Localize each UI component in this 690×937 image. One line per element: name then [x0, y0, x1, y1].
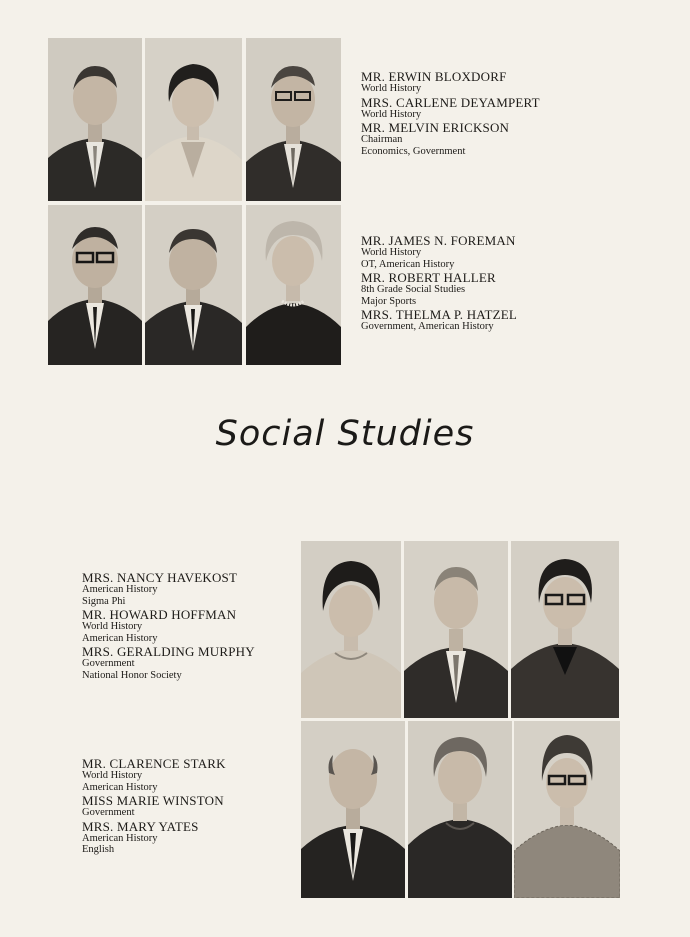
- teacher-subject: World History: [361, 247, 422, 258]
- teacher-subject: Chairman: [361, 134, 403, 145]
- teacher-bloxdorf: [361, 70, 540, 95]
- teacher-hoffman: [82, 608, 255, 644]
- teacher-winston: [82, 794, 226, 819]
- teacher-name: MISS MARIE WINSTON: [82, 793, 224, 808]
- section-title: Social Studies: [215, 414, 475, 454]
- teacher-subject: Major Sports: [361, 295, 417, 307]
- portrait-stark: [301, 721, 405, 898]
- portrait-haller: [145, 205, 242, 365]
- portrait-deyampert: [145, 38, 242, 201]
- teacher-subject: World History: [82, 621, 143, 632]
- teacher-subject: OT, American History: [361, 258, 455, 270]
- portrait-erickson: [246, 38, 341, 201]
- teacher-name: MRS. THELMA P. HATZEL: [361, 307, 518, 322]
- teacher-yates: [82, 820, 226, 856]
- teacher-subject: American History: [82, 584, 158, 595]
- portrait-hoffman: [404, 541, 508, 718]
- teacher-murphy: [82, 645, 255, 681]
- caption-group-1: [361, 69, 540, 157]
- teacher-subject: 8th Grade Social Studies: [361, 284, 466, 295]
- teacher-name: MRS. GERALDING MURPHY: [82, 644, 255, 659]
- teacher-name: MR. JAMES N. FOREMAN: [361, 233, 516, 248]
- teacher-name: MRS. CARLENE DEYAMPERT: [361, 94, 540, 110]
- portrait-havekost: [301, 541, 401, 718]
- teacher-subject: American History: [82, 781, 158, 793]
- teacher-subject: Economics, Government: [361, 145, 466, 157]
- teacher-name: MRS. MARY YATES: [82, 818, 199, 834]
- teacher-deyampert: [361, 96, 540, 121]
- teacher-subject: Government: [82, 807, 135, 818]
- portrait-foreman: [48, 205, 142, 365]
- portrait-murphy: [511, 541, 619, 718]
- teacher-havekost: [82, 571, 255, 607]
- teacher-subject: American History: [82, 632, 158, 644]
- teacher-erickson: [361, 121, 540, 157]
- teacher-name: MR. ERWIN BLOXDORF: [361, 69, 507, 84]
- teacher-haller: [361, 271, 517, 307]
- teacher-stark: [82, 757, 226, 793]
- teacher-subject: Government: [82, 658, 135, 669]
- portrait-bloxdorf: [48, 38, 142, 201]
- teacher-name: MRS. NANCY HAVEKOST: [82, 570, 238, 585]
- teacher-subject: World History: [361, 83, 422, 94]
- teacher-foreman: [361, 234, 517, 270]
- teacher-subject: English: [82, 844, 115, 855]
- portrait-hatzel: [246, 205, 341, 365]
- portrait-yates: [514, 721, 620, 898]
- teacher-subject: World History: [82, 770, 143, 781]
- caption-group-2: [361, 233, 517, 333]
- teacher-name: MR. CLARENCE STARK: [82, 756, 226, 771]
- teacher-subject: National Honor Society: [82, 669, 182, 681]
- caption-group-4: [82, 756, 226, 856]
- teacher-subject: Government, American History: [361, 321, 494, 332]
- teacher-hatzel: [361, 308, 517, 333]
- caption-group-3: [82, 570, 255, 681]
- teacher-subject: American History: [82, 832, 158, 844]
- teacher-subject: World History: [361, 108, 422, 120]
- teacher-name: MR. HOWARD HOFFMAN: [82, 607, 237, 622]
- teacher-name: MR. MELVIN ERICKSON: [361, 120, 510, 135]
- teacher-subject: Sigma Phi: [82, 595, 126, 607]
- portrait-winston: [408, 721, 512, 898]
- teacher-name: MR. ROBERT HALLER: [361, 270, 496, 285]
